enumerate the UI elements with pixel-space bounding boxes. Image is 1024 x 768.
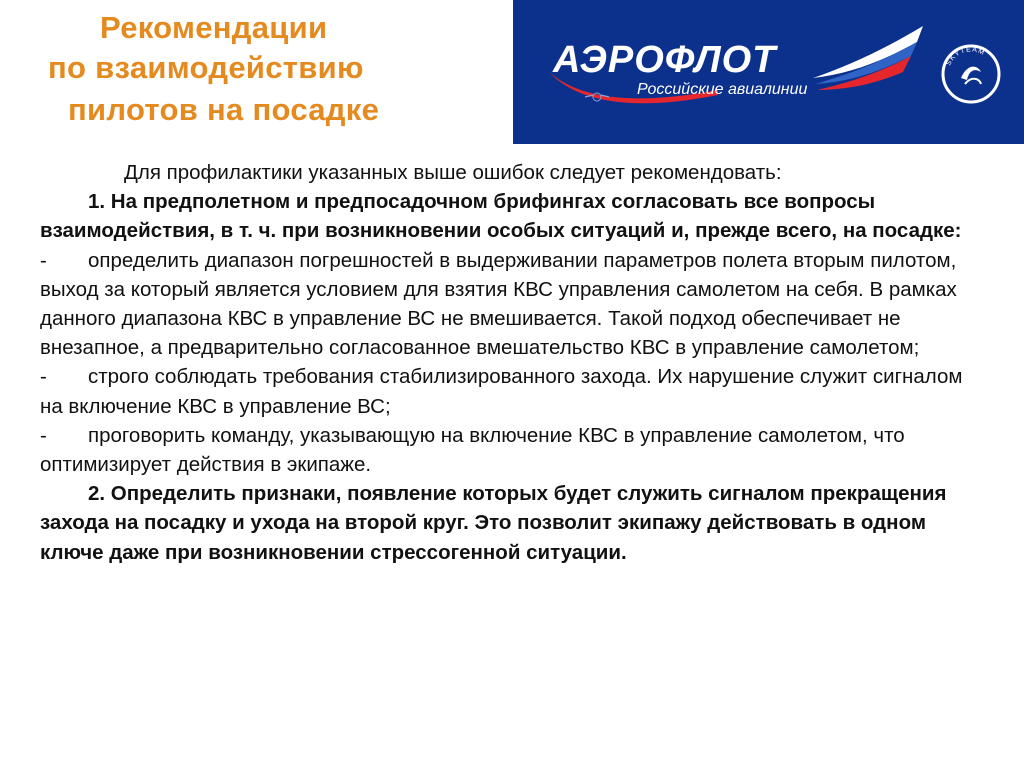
list-item [40,246,972,363]
title-line-3: пилотов на посадке [68,92,380,127]
bullet-marker: - [40,365,47,389]
bullet-text: строго соблюдать требования стабилизированного захода. Их нарушение служит сигналом на включение КВС в управление ВС; [40,365,963,418]
bullet-text: проговорить команду, указывающую на включение КВС в управление самолетом, что оптимизирует действия в экипаже. [40,423,905,477]
list-item [40,362,972,420]
brand-subtitle: Российские авиалинии [637,81,808,98]
list-item [40,421,972,479]
bullet-marker: - [40,423,47,447]
brand-wordmark: АЭРОФЛОТ [553,39,777,81]
skyteam-logo-icon [943,46,999,102]
intro-text: Для профилактики указанных выше ошибок следует рекомендовать: [124,161,782,184]
title-line-1: Рекомендации [100,10,328,45]
aeroflot-logo [513,0,1024,144]
wing-emblem-icon [813,26,923,90]
svg-text:SKYTEAM: SKYTEAM [945,46,986,67]
bullet-text: определить диапазон погрешностей в выдерживании параметров полета вторым пилотом, выход за который является условием для взятия КВС управления самолетом на себя. В рамках данного диапазона КВС в управление ВС не вмешивается. Такой подход обеспечивает не внезапное, а предварительно согласованное вмешательство КВС в управление самолетом; [40,248,957,360]
bullet-marker: - [40,248,47,272]
recommendation-1: 1. На предполетном и предпосадочном брифингах согласовать все вопросы взаимодействия, в т. ч. при возникновении особых ситуаций и, прежде всего, на посадке: [40,190,962,243]
aeroflot-logo-banner [513,0,1024,144]
recommendation-2: 2. Определить признаки, появление которых будет служить сигналом прекращения захода на посадку и ухода на второй круг. Это позволит экипажу действовать в одном ключе даже при возникновении стрессогенной ситуации. [40,482,947,564]
title-line-2: по взаимодействию [48,50,364,85]
slide-body [40,158,972,567]
